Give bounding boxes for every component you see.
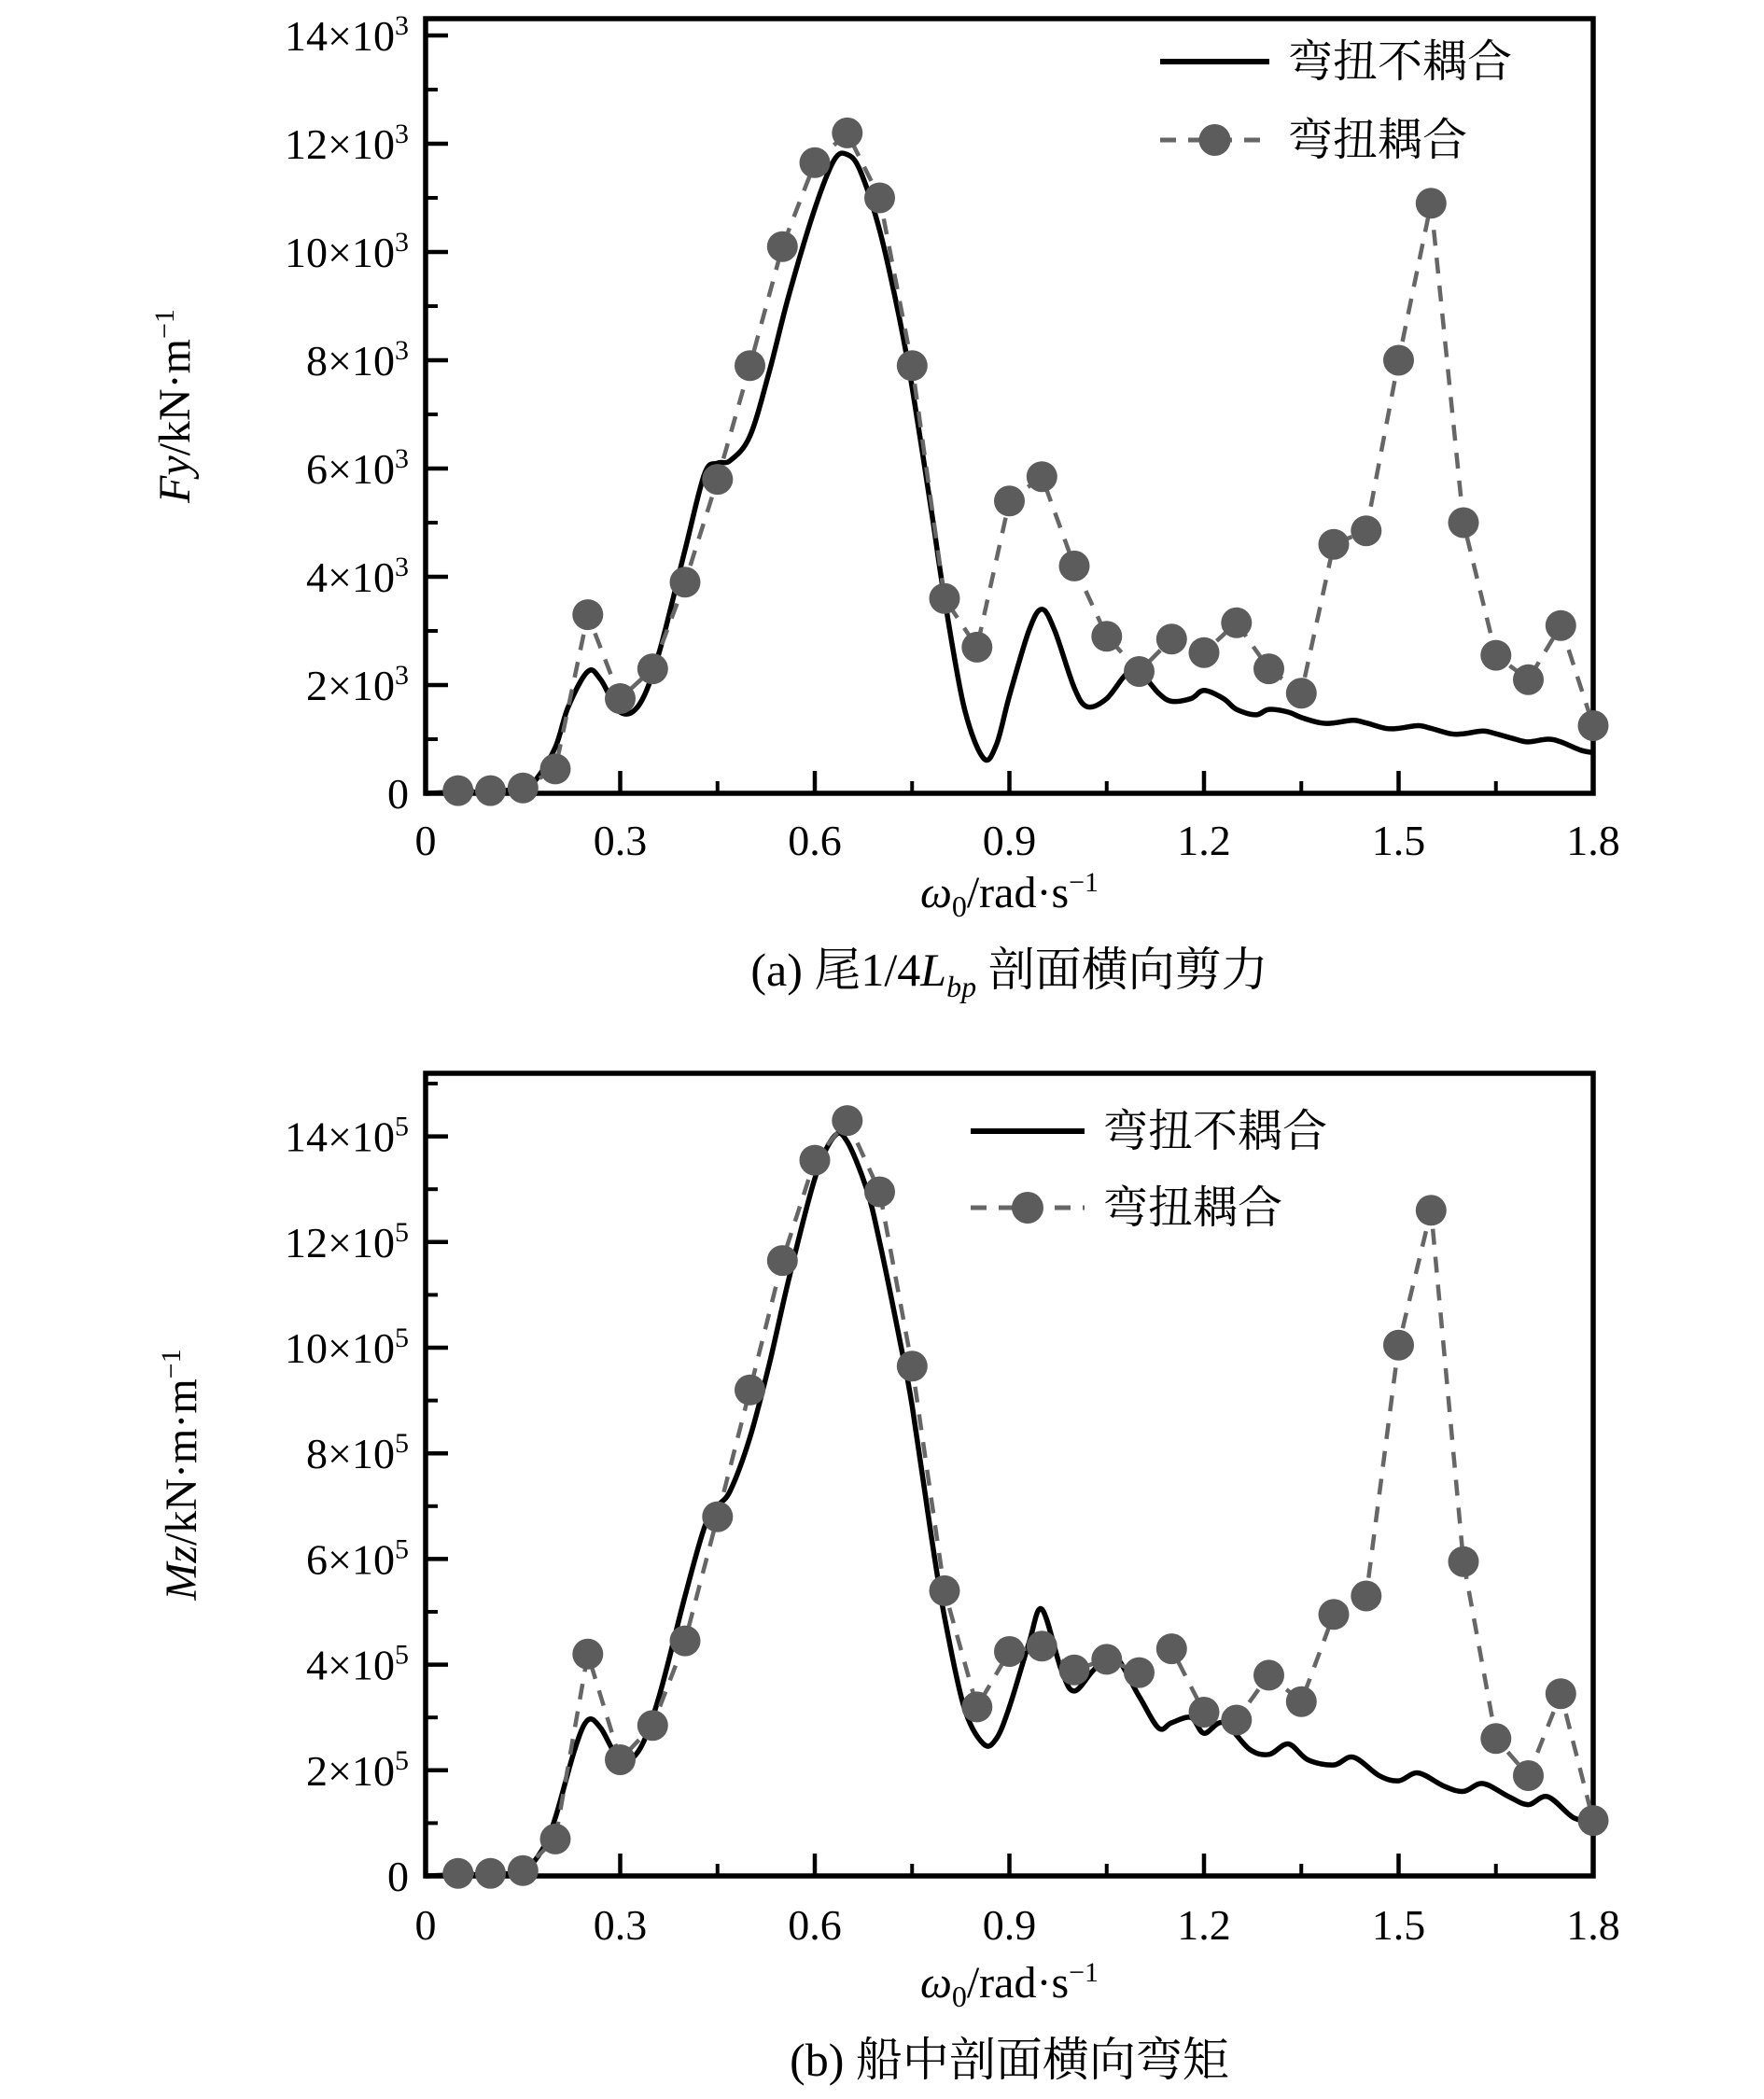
data-point-marker <box>1319 529 1350 560</box>
data-point-marker <box>1059 1655 1090 1686</box>
data-point-marker <box>605 683 636 714</box>
x-tick-label: 0.3 <box>593 817 648 864</box>
data-point-marker <box>442 1858 473 1889</box>
data-point-marker <box>508 1855 539 1886</box>
x-tick-label: 1.8 <box>1566 817 1620 864</box>
legend-label: 弯扭不耦合 <box>1288 37 1513 87</box>
data-point-marker <box>1124 1658 1155 1688</box>
data-point-marker <box>540 1824 571 1854</box>
data-point-marker <box>1416 188 1447 218</box>
y-tick-label: 0 <box>387 1853 409 1900</box>
data-point-marker <box>508 773 539 804</box>
x-tick-label: 0.3 <box>593 1901 648 1949</box>
data-point-marker <box>800 147 831 178</box>
data-point-marker <box>897 350 928 381</box>
x-axis-title-b: $\omega_0/rad\cdot s^{-1}$ <box>919 1957 1099 2013</box>
y-axis-title-a: $Fy/kN\cdot m^{-1}$ <box>149 309 200 503</box>
y-tick-label: $10\times 10^3$ <box>285 227 409 276</box>
data-point-marker <box>1124 656 1155 687</box>
data-point-marker <box>1513 665 1544 695</box>
data-point-marker <box>1480 1723 1511 1754</box>
data-point-marker <box>572 1639 603 1670</box>
data-point-marker <box>475 776 506 806</box>
x-tick-label: 0.6 <box>788 1901 842 1949</box>
data-point-marker <box>605 1744 636 1775</box>
series-uncoupled-b <box>426 1133 1593 1876</box>
data-point-marker <box>1027 461 1057 492</box>
data-point-marker <box>702 464 733 495</box>
data-point-marker <box>1416 1195 1447 1225</box>
y-tick-label: $12\times 10^3$ <box>285 119 409 168</box>
data-point-marker <box>1578 1805 1609 1836</box>
y-tick-label: $6\times 10^3$ <box>306 443 409 493</box>
data-point-marker <box>1449 1546 1479 1577</box>
data-point-marker <box>800 1145 831 1176</box>
y-axis-title-b: $Mz/kN\cdot m\cdot m^{-1}$ <box>156 1349 206 1601</box>
y-tick-label: $14\times 10^3$ <box>285 10 409 60</box>
data-point-marker <box>1156 1633 1187 1664</box>
y-tick-label: 0 <box>387 770 409 818</box>
x-tick-label: 0.9 <box>982 1901 1037 1949</box>
data-point-marker <box>1059 551 1090 581</box>
data-point-marker <box>637 653 668 684</box>
data-point-marker <box>475 1858 506 1889</box>
y-tick-label: $2\times 10^5$ <box>306 1744 409 1795</box>
y-tick-label: $8\times 10^5$ <box>306 1428 409 1478</box>
data-point-marker <box>670 567 701 597</box>
data-point-marker <box>832 118 862 148</box>
data-point-marker <box>1513 1760 1544 1791</box>
data-point-marker <box>1189 1697 1220 1728</box>
x-tick-label: 0 <box>414 1901 437 1949</box>
data-point-marker <box>1351 1581 1381 1612</box>
data-point-marker <box>1383 345 1414 376</box>
data-point-marker <box>1286 678 1317 708</box>
legend-label: 弯扭耦合 <box>1288 116 1468 165</box>
data-point-marker <box>930 583 960 614</box>
data-point-marker <box>735 350 765 381</box>
legend-label: 弯扭不耦合 <box>1103 1107 1328 1156</box>
data-point-marker <box>1253 653 1284 684</box>
legend-a <box>1160 37 1512 165</box>
caption-b: (b) 船中剖面横向弯矩 <box>790 2034 1229 2086</box>
y-tick-label: $14\times 10^5$ <box>285 1111 409 1161</box>
data-point-marker <box>1286 1686 1317 1717</box>
data-point-marker <box>864 1177 895 1208</box>
y-tick-label: $4\times 10^5$ <box>306 1639 409 1689</box>
legend-marker-sample <box>1199 124 1231 156</box>
data-point-marker <box>961 632 992 663</box>
data-point-marker <box>930 1575 960 1606</box>
data-point-marker <box>1319 1599 1350 1630</box>
x-tick-label: 1.5 <box>1371 817 1426 864</box>
x-tick-label: 1.8 <box>1566 1901 1620 1949</box>
data-point-marker <box>767 1245 798 1276</box>
data-point-marker <box>1253 1659 1284 1690</box>
data-point-marker <box>1221 608 1252 638</box>
data-point-marker <box>1546 1678 1576 1709</box>
chart-b <box>156 1073 1620 2086</box>
data-point-marker <box>832 1105 862 1136</box>
data-point-marker <box>1156 623 1187 654</box>
data-point-marker <box>1189 637 1220 668</box>
x-tick-label: 1.5 <box>1371 1901 1426 1949</box>
x-axis-title-a: $\omega_0/rad\cdot s^{-1}$ <box>919 867 1099 923</box>
data-point-marker <box>1351 515 1381 546</box>
x-tick-label: 0.9 <box>982 817 1037 864</box>
caption-a: (a) 尾$1/4L_{bp}$ 剖面横向剪力 <box>750 944 1268 1003</box>
legend-b <box>971 1107 1327 1233</box>
x-tick-label: 1.2 <box>1177 817 1231 864</box>
x-tick-label: 1.2 <box>1177 1901 1231 1949</box>
data-point-marker <box>864 183 895 214</box>
data-point-marker <box>670 1626 701 1657</box>
data-point-marker <box>767 231 798 262</box>
data-point-marker <box>897 1350 928 1381</box>
data-point-marker <box>1221 1705 1252 1736</box>
chart-a <box>149 10 1620 1003</box>
legend-marker-sample <box>1012 1192 1043 1224</box>
data-point-marker <box>637 1710 668 1741</box>
data-point-marker <box>1383 1330 1414 1361</box>
legend-label: 弯扭耦合 <box>1103 1183 1283 1233</box>
plot-box-b <box>426 1073 1593 1876</box>
y-tick-label: $2\times 10^3$ <box>306 660 409 709</box>
y-tick-label: $12\times 10^5$ <box>285 1216 409 1266</box>
data-point-marker <box>994 485 1025 516</box>
data-point-marker <box>1091 1644 1122 1674</box>
series-uncoupled-a <box>426 153 1593 793</box>
data-point-marker <box>1449 508 1479 539</box>
data-point-marker <box>1027 1630 1057 1661</box>
data-point-marker <box>1091 621 1122 651</box>
data-point-marker <box>994 1636 1025 1667</box>
x-tick-label: 0.6 <box>788 817 842 864</box>
data-point-marker <box>442 776 473 806</box>
data-point-marker <box>1546 610 1576 641</box>
y-tick-label: $8\times 10^3$ <box>306 335 409 385</box>
data-point-marker <box>540 753 571 784</box>
data-point-marker <box>572 599 603 630</box>
data-point-marker <box>1480 640 1511 671</box>
x-tick-label: 0 <box>414 817 437 864</box>
data-point-marker <box>961 1691 992 1722</box>
data-point-marker <box>735 1375 765 1406</box>
data-point-marker <box>702 1502 733 1532</box>
y-tick-label: $10\times 10^5$ <box>285 1322 409 1372</box>
y-tick-label: $6\times 10^5$ <box>306 1533 409 1584</box>
data-point-marker <box>1578 710 1609 741</box>
y-tick-label: $4\times 10^3$ <box>306 552 409 601</box>
